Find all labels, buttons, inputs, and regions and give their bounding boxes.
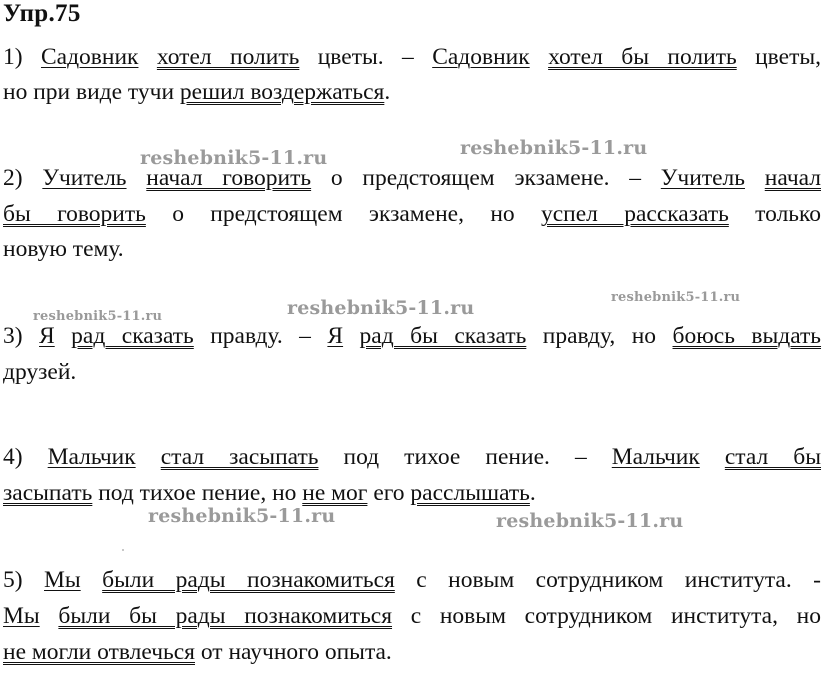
subject-word: Садовник	[432, 44, 530, 70]
predicate-phrase: рад сказать	[71, 323, 194, 349]
text-segment: под тихое пение. –	[318, 444, 612, 470]
item-3-line-2	[3, 358, 821, 386]
predicate-phrase: начал	[764, 165, 821, 191]
text-segment: 2)	[3, 165, 43, 191]
text-segment	[700, 444, 725, 470]
item-3-line-1	[3, 322, 821, 350]
watermark: reshebnik5-11.ru	[33, 309, 163, 324]
text-segment: новую тему.	[3, 236, 124, 262]
item-1-line-2	[3, 78, 821, 106]
predicate-phrase: расслышать	[410, 480, 530, 506]
text-segment: под тихое пение, но	[92, 480, 303, 506]
text-segment	[138, 44, 156, 70]
text-segment	[745, 165, 765, 191]
predicate-phrase: начал говорить	[146, 165, 312, 191]
text-segment: его	[367, 480, 411, 506]
subject-word: Мы	[3, 603, 40, 629]
text-segment: о предстоящем экзамене. –	[311, 165, 661, 191]
text-segment: от научного опыта.	[194, 639, 392, 665]
text-segment: .	[384, 79, 391, 105]
item-5-line-2	[3, 602, 821, 630]
subject-word: Садовник	[40, 44, 139, 70]
item-4-line-2	[3, 479, 821, 507]
item-4-line-1	[3, 443, 821, 471]
text-segment: друзей.	[3, 359, 77, 385]
scan-speck	[122, 549, 124, 551]
exercise-title: Упр.75	[3, 0, 81, 27]
text-segment: 5)	[3, 567, 45, 593]
subject-word: Учитель	[42, 165, 127, 191]
text-segment: только	[728, 201, 821, 227]
text-segment: но при виде тучи	[3, 79, 180, 105]
subject-word: Учитель	[660, 165, 745, 191]
predicate-phrase: решил воздержаться	[179, 79, 385, 105]
text-segment: правду, но	[526, 323, 673, 349]
subject-word: Я	[327, 323, 344, 349]
text-segment: 4)	[3, 444, 48, 470]
predicate-phrase: боюсь выдать	[672, 323, 822, 349]
item-2-line-2	[3, 200, 821, 228]
watermark: reshebnik5-11.ru	[611, 290, 741, 305]
text-segment: 1)	[3, 44, 41, 70]
predicate-phrase: стал засыпать	[160, 444, 319, 470]
watermark: reshebnik5-11.ru	[460, 137, 648, 159]
text-segment	[40, 603, 59, 629]
text-segment	[530, 44, 548, 70]
text-segment: цветы,	[736, 44, 822, 70]
item-2-line-1	[3, 164, 821, 192]
subject-word: Мы	[44, 567, 81, 593]
predicate-phrase: хотел бы полить	[548, 44, 737, 70]
predicate-phrase: засыпать	[3, 480, 93, 506]
predicate-phrase: успел рассказать	[540, 201, 729, 227]
item-2-line-3	[3, 235, 821, 263]
watermark: reshebnik5-11.ru	[287, 297, 475, 319]
predicate-phrase: были рады познакомиться	[102, 567, 395, 593]
item-5-line-1	[3, 566, 821, 594]
predicate-phrase: бы говорить	[3, 201, 146, 227]
text-segment: правду. –	[193, 323, 328, 349]
text-segment	[343, 323, 359, 349]
subject-word: Мальчик	[47, 444, 136, 470]
text-segment	[55, 323, 71, 349]
text-segment: о предстоящем экзамене, но	[145, 201, 541, 227]
predicate-phrase: были бы рады познакомиться	[58, 603, 393, 629]
text-segment	[136, 444, 161, 470]
predicate-phrase: рад бы сказать	[359, 323, 527, 349]
text-segment: .	[529, 480, 536, 506]
predicate-phrase: не мог	[302, 480, 368, 506]
text-segment: с новым сотрудником института. -	[394, 567, 822, 593]
watermark: reshebnik5-11.ru	[140, 147, 328, 169]
item-5-line-3	[3, 638, 821, 666]
subject-word: Я	[39, 323, 55, 349]
predicate-phrase: стал бы	[724, 444, 822, 470]
text-segment	[81, 567, 102, 593]
watermark: reshebnik5-11.ru	[496, 510, 684, 532]
text-segment: с новым сотрудником института, но	[392, 603, 822, 629]
predicate-phrase: хотел полить	[156, 44, 300, 70]
text-segment: цветы. –	[299, 44, 433, 70]
watermark: reshebnik5-11.ru	[148, 505, 336, 527]
item-1-line-1	[3, 43, 821, 71]
predicate-phrase: не могли отвлечься	[3, 639, 195, 665]
subject-word: Мальчик	[611, 444, 700, 470]
text-segment: 3)	[3, 323, 40, 349]
